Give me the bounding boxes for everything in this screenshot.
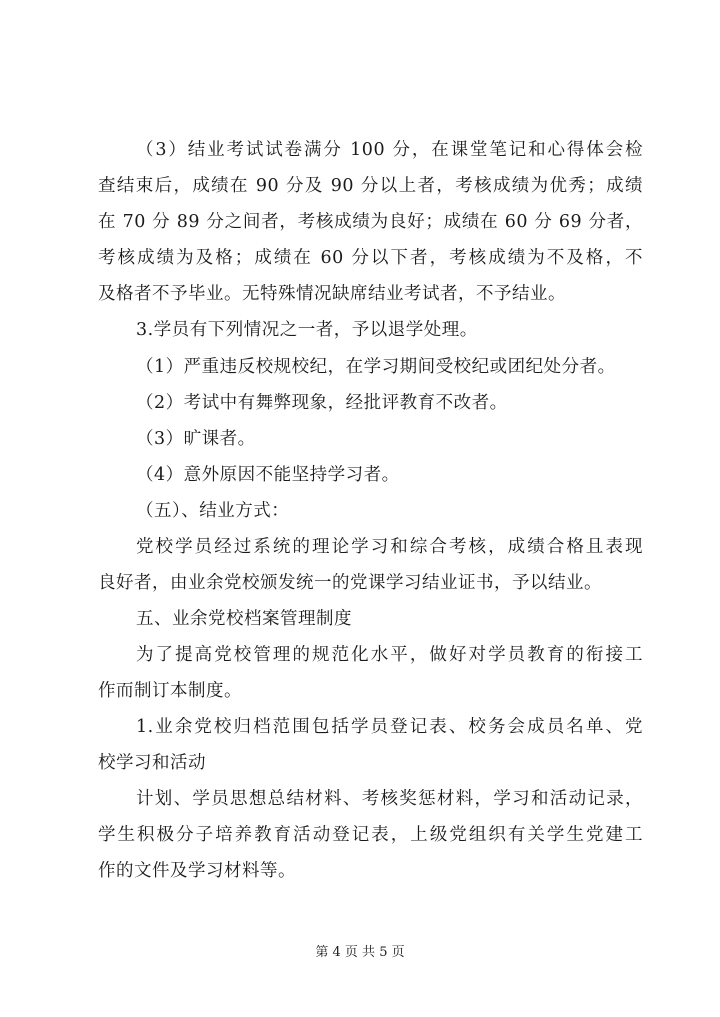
- paragraph-archive-scope-line-2: 校学习和活动: [98, 753, 206, 773]
- paragraph-exam-line-1: （3）结业考试试卷满分 100 分，在课堂笔记和心得体会检: [136, 140, 643, 160]
- dismissal-item-2: （2）考试中有舞弊现象，经批评教育不改者。: [136, 393, 508, 413]
- paragraph-exam-line-3: 在 70 分 89 分之间者，考核成绩为良好；成绩在 60 分 69 分者，: [98, 212, 643, 232]
- section-completion-heading: （五）、结业方式：: [136, 501, 290, 521]
- dismissal-item-4: （4）意外原因不能坚持学习者。: [136, 465, 400, 485]
- page-footer-indicator: 第 4 页 共 5 页: [315, 945, 405, 960]
- paragraph-completion-line-2: 良好者，由业余党校颁发统一的党课学习结业证书，予以结业。: [98, 573, 602, 593]
- paragraph-exam-line-4: 考核成绩为及格；成绩在 60 分以下者，考核成绩为不及格，不: [98, 248, 643, 268]
- paragraph-archive-list-line-2: 学生积极分子培养教育活动登记表，上级党组织有关学生党建工: [98, 825, 643, 845]
- section-dismissal-heading: 3.学员有下列情况之一者，予以退学处理。: [136, 320, 478, 340]
- dismissal-item-1: （1）严重违反校规校纪，在学习期间受校纪或团纪处分者。: [136, 357, 616, 377]
- paragraph-exam-line-5: 及格者不予毕业。无特殊情况缺席结业考试者，不予结业。: [98, 284, 566, 304]
- dismissal-item-3: （3）旷课者。: [136, 429, 256, 449]
- paragraph-archive-purpose-line-1: 为了提高党校管理的规范化水平，做好对学员教育的衔接工: [136, 645, 643, 665]
- paragraph-archive-list-line-1: 计划、学员思想总结材料、考核奖惩材料，学习和活动记录，: [136, 789, 643, 809]
- paragraph-archive-scope-line-1: 1.业余党校归档范围包括学员登记表、校务会成员名单、党: [136, 717, 643, 737]
- paragraph-archive-purpose-line-2: 作而制订本制度。: [98, 681, 242, 701]
- paragraph-exam-line-2: 查结束后，成绩在 90 分及 90 分以上者，考核成绩为优秀；成绩: [98, 176, 643, 196]
- paragraph-archive-list-line-3: 作的文件及学习材料等。: [98, 861, 296, 881]
- paragraph-completion-line-1: 党校学员经过系统的理论学习和综合考核，成绩合格且表现: [136, 537, 643, 557]
- section-archive-heading: 五、业余党校档案管理制度: [136, 609, 352, 629]
